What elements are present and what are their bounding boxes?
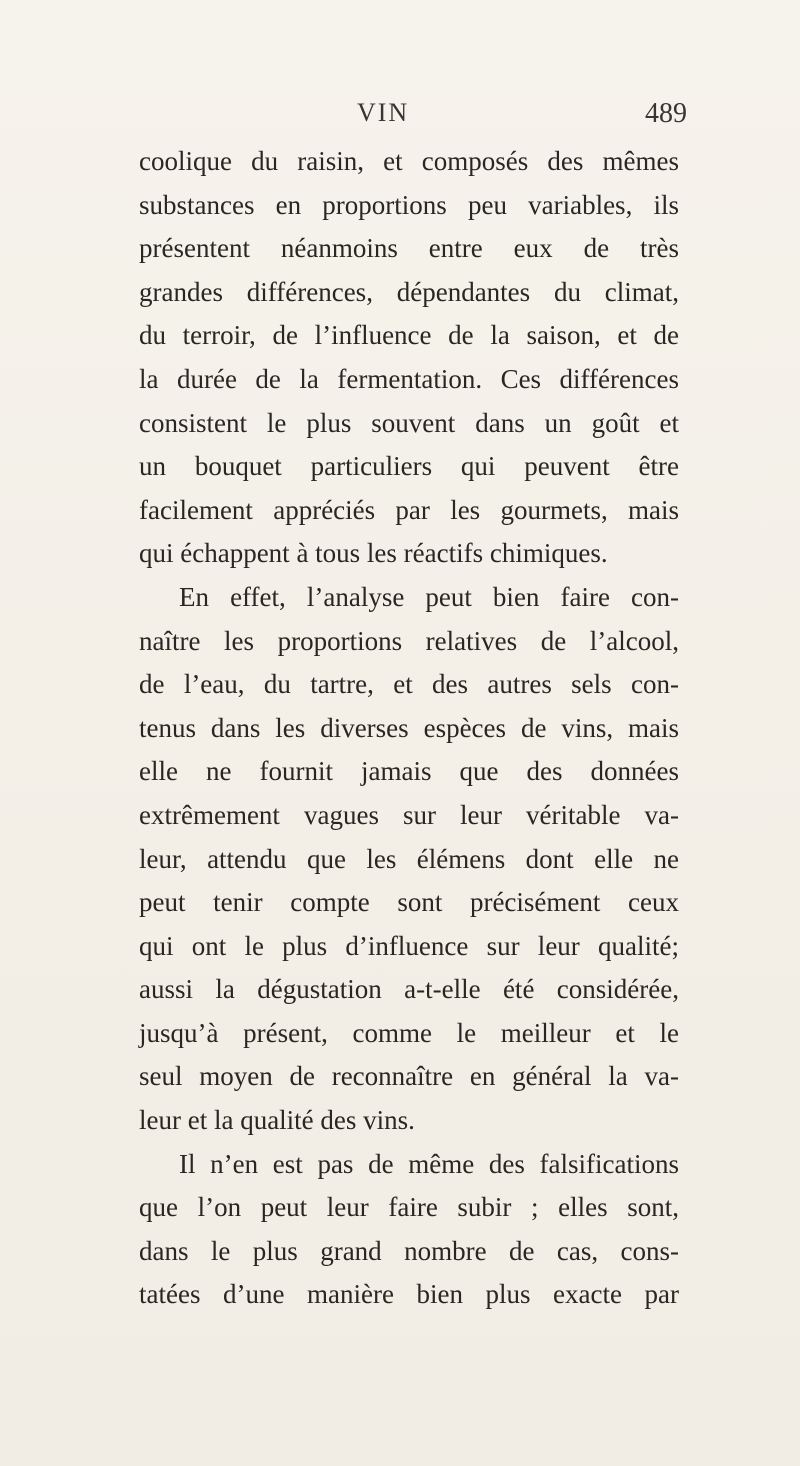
text-line: Il n’en est pas de même des falsifications <box>179 1148 679 1179</box>
text-line: leur et la qualité des vins. <box>139 1105 415 1136</box>
text-line: leur, attendu que les élémens dont elle ne <box>139 843 679 874</box>
text-line: du terroir, de l’influence de la saison, et de <box>139 320 679 351</box>
text-line: tatées d’une manière bien plus exacte par <box>139 1279 679 1310</box>
text-line: dans le plus grand nombre de cas, cons- <box>139 1235 679 1266</box>
text-line: extrêmement vagues sur leur véritable va- <box>139 799 679 830</box>
text-line: coolique du raisin, et composés des mêmes <box>139 146 679 176</box>
text-line: présentent néanmoins entre eux de très <box>139 233 679 264</box>
text-line: aussi la dégustation a-t-elle été considérée, <box>139 974 679 1005</box>
text-line: qui échappent à tous les réactifs chimiques. <box>139 538 608 569</box>
text-line: facilement appréciés par les gourmets, mais <box>139 494 679 525</box>
text-line: peut tenir compte sont précisément ceux <box>139 887 679 918</box>
text-line: tenus dans les diverses espèces de vins, mais <box>139 712 679 743</box>
text-line: la durée de la fermentation. Ces différences <box>139 363 679 394</box>
text-line: consistent le plus souvent dans un goût et <box>139 407 679 438</box>
text-line: substances en proportions peu variables, ils <box>139 189 679 220</box>
text-line: un bouquet particuliers qui peuvent être <box>139 451 679 482</box>
text-line: seul moyen de reconnaître en général la va- <box>139 1061 679 1092</box>
page-number: 489 <box>645 98 687 129</box>
text-line: qui ont le plus d’influence sur leur qualité; <box>139 930 679 961</box>
text-line: elle ne fournit jamais que des données <box>139 756 679 787</box>
text-line: que l’on peut leur faire subir ; elles sont, <box>139 1192 679 1223</box>
page-header <box>0 98 800 138</box>
text-line: grandes différences, dépendantes du climat, <box>139 276 679 307</box>
text-line: naître les proportions relatives de l’alcool, <box>139 625 679 656</box>
text-line: de l’eau, du tartre, et des autres sels con- <box>139 669 679 700</box>
text-line: En effet, l’analyse peut bien faire con- <box>179 581 679 612</box>
text-line: jusqu’à présent, comme le meilleur et le <box>139 1017 679 1048</box>
body-text <box>139 140 679 1317</box>
running-head: VIN <box>357 98 410 127</box>
